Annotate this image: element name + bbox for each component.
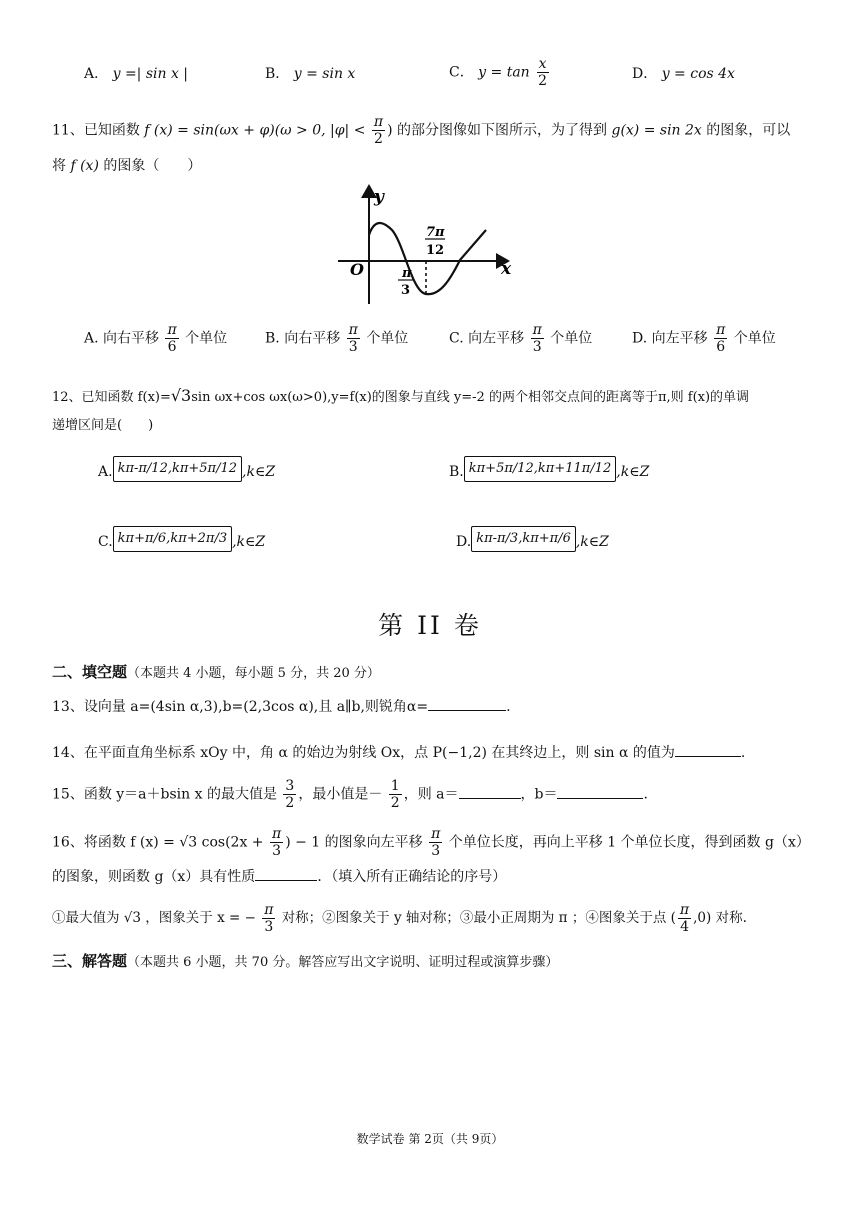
y-label: y — [374, 187, 384, 207]
option-expr: y =| sin x | — [112, 66, 189, 82]
answer-blank-b[interactable] — [557, 784, 643, 799]
q11-option-a: A. 向右平移 $\frac{\pi}{6}$ 个单位 — [84, 322, 228, 355]
answer-blank[interactable] — [675, 742, 741, 757]
fraction: $\frac{\pi}{4}$ — [679, 902, 690, 935]
option-label: D． — [632, 66, 658, 82]
q12-option-c: C. kπ+π/6,kπ+2π/3 ,k∈Z — [98, 526, 265, 552]
interval: kπ-π/12,kπ+5π/12 — [113, 456, 242, 482]
target-function: g(x) = sin 2x — [611, 122, 702, 139]
mark-7pi12-num: 7π — [426, 225, 445, 240]
q11-stem-line1: 11、已知函数 f (x) = sin(ωx + φ)(ω > 0, |φ| < $\frac{\pi}{2}$ ) 的部分图像如下图所示，为了得到 g(x) = sin 2x 的图象，可以 — [52, 114, 791, 147]
q11-option-d: D. 向左平移 $\frac{\pi}{6}$ 个单位 — [632, 322, 776, 355]
q11-option-c: C. 向左平移 $\frac{\pi}{3}$ 个单位 — [449, 322, 593, 355]
option-label: A． — [84, 66, 109, 82]
origin-label: O — [350, 260, 364, 279]
section-2-header: 二、填空题（本题共 4 小题，每小题 5 分，共 20 分） — [52, 663, 380, 681]
q11-option-b: B. 向右平移 $\frac{\pi}{3}$ 个单位 — [265, 322, 409, 355]
q10-option-b — [265, 64, 355, 84]
mark-pi3-num: π — [402, 266, 412, 281]
section-3-header: 三、解答题（本题共 6 小题，共 70 分。解答应写出文字说明、证明过程或演算步骤） — [52, 952, 559, 970]
mark-pi3-den: 3 — [401, 283, 411, 298]
option-label: B． — [265, 66, 290, 82]
option-expr: y = sin x — [293, 66, 356, 82]
x-label: x — [501, 259, 512, 279]
answer-blank[interactable] — [255, 866, 317, 881]
volume-title: 第 II 卷 — [378, 611, 482, 640]
q12-option-a: A. kπ-π/12,kπ+5π/12 ,k∈Z — [98, 456, 275, 482]
function-graph — [330, 180, 530, 308]
fraction: $\frac{\pi}{3}$ — [271, 826, 282, 859]
fraction: $\frac{\pi}{3}$ — [264, 902, 274, 935]
fraction: $\frac{\pi}{6}$ — [167, 322, 177, 355]
option-expr: y = tan — [478, 64, 530, 81]
q15: 15、函数 y＝a＋bsin x 的最大值是 $\frac{3}{2}$ ，最小值是－ $\frac{1}{2}$ ，则 a＝ ，b＝ . — [52, 778, 648, 811]
fraction: $\frac{x}{2}$ — [538, 56, 548, 89]
q12-stem-line1: 12、已知函数 f(x)=√3sin ωx+cos ωx(ω>0),y=f(x)的图象与直线 y=-2 的两个相邻交点间的距离等于π,则 f(x)的单调 — [52, 386, 750, 405]
q16-line3: ①最大值为 √3 ，图象关于 x = − $\frac{\pi}{3}$ 对称；②图象关于 y 轴对称；③最小正周期为 π ；④图象关于点 ( $\frac{\pi}{4}$ ,0) 对称. — [52, 902, 747, 935]
q16-line1: 16、将函数 f (x) = √3 cos(2x + $\frac{\pi}{3}$ ) − 1 的图象向左平移 $\frac{\pi}{3}$ 个单位长度，再向上平移 1 个单位长度，得到函数 g（x） — [52, 826, 810, 859]
fraction: $\frac{\pi}{3}$ — [431, 826, 441, 859]
q10-option-c — [449, 56, 551, 89]
answer-blank[interactable] — [428, 696, 506, 711]
q10-option-d — [632, 64, 735, 84]
q12-option-b: B. kπ+5π/12,kπ+11π/12 ,k∈Z — [449, 456, 649, 482]
function-expr: f (x) = sin(ωx + φ)(ω > 0, |φ| < — [144, 122, 366, 139]
q14: 14、在平面直角坐标系 xOy 中，角 α 的始边为射线 Ox，点 P(−1,2) 在其终边上，则 sin α 的值为 . — [52, 742, 745, 763]
q16-line2: 的图象，则函数 g（x）具有性质 ．（填入所有正确结论的序号） — [52, 866, 506, 887]
answer-blank-a[interactable] — [459, 784, 521, 799]
fraction: $\frac{1}{2}$ — [390, 778, 400, 811]
option-label: C． — [449, 64, 474, 81]
interval: kπ+π/6,kπ+2π/3 — [113, 526, 232, 552]
question-number: 11、 — [52, 122, 84, 139]
fraction: $\frac{\pi}{6}$ — [716, 322, 726, 355]
mark-7pi12-den: 12 — [426, 243, 445, 258]
option-expr: y = cos 4x — [661, 66, 735, 82]
interval: kπ+5π/12,kπ+11π/12 — [464, 456, 617, 482]
q11-stem-line2: 将 f (x) 的图象（ ） — [52, 158, 202, 174]
q10-option-a — [84, 64, 188, 84]
q13: 13、设向量 a=(4sin α,3),b=(2,3cos α),且 a∥b,则锐角α= . — [52, 696, 511, 717]
fraction: $\frac{\pi}{2}$ — [373, 114, 384, 147]
page-footer: 数学试卷 第 2页（共 9页） — [356, 1132, 504, 1146]
fraction: $\frac{\pi}{3}$ — [532, 322, 542, 355]
q12-stem-line2: 递增区间是( ) — [52, 418, 154, 433]
interval: kπ-π/3,kπ+π/6 — [471, 526, 576, 552]
question-number: 12、 — [52, 390, 82, 405]
sqrt-3: √3 — [170, 386, 192, 405]
fraction: $\frac{3}{2}$ — [285, 778, 295, 811]
fraction: $\frac{\pi}{3}$ — [348, 322, 358, 355]
q12-option-d: D. kπ-π/3,kπ+π/6 ,k∈Z — [456, 526, 609, 552]
